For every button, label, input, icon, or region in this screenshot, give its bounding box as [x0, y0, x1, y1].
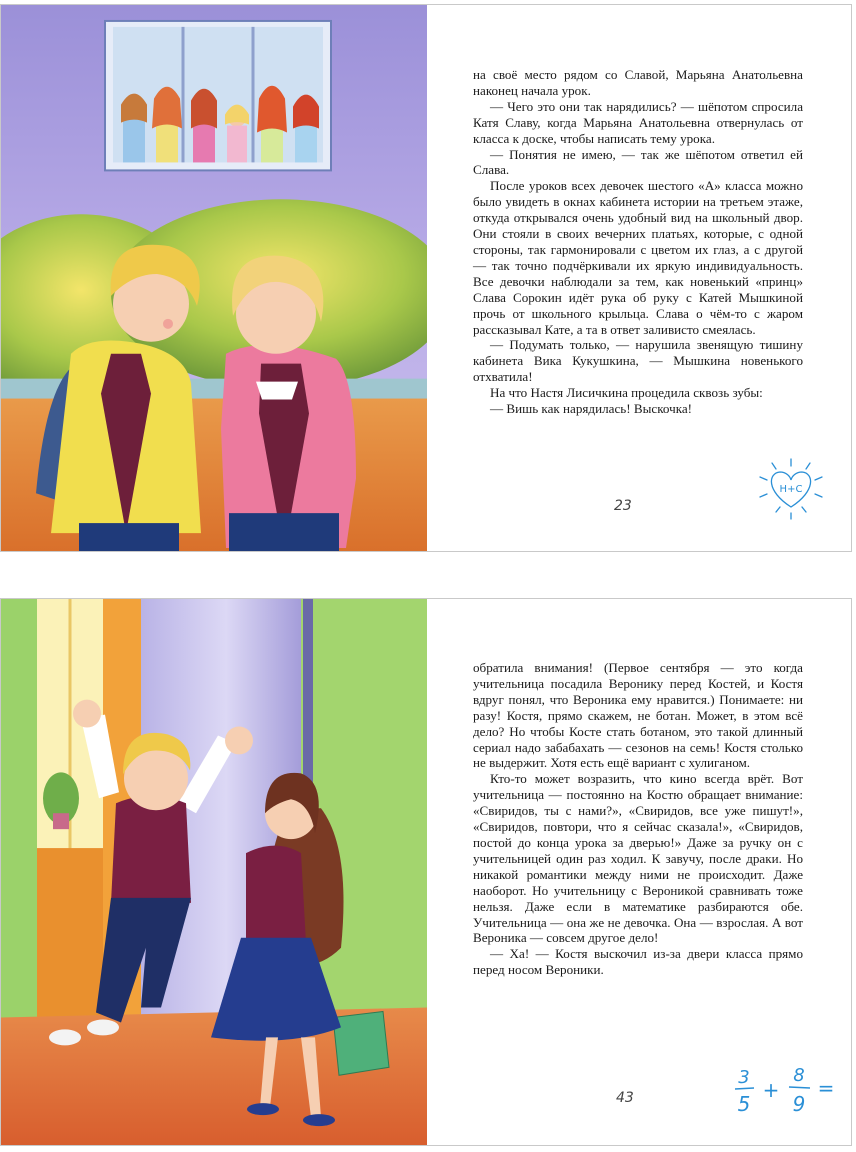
paragraph: — Вишь как нарядилась! Выскочка! [490, 401, 693, 417]
story-text [473, 660, 803, 978]
paragraph: После уроков всех девочек шестого «А» класса можно было увидеть в окнах кабинета истории на третьем этаже, откуда открывался очень удобный вид на школьный двор. Они стояли в своих вечерних платьях, которые, с одной стороны, так гармонировали с цветом их глаз, а с другой — так точно подчёркивали их яркую индивидуальность. Все девочки наблюдали за тем, как новенький «принц» Слава Сорокин идёт рука об руку с Катей Мышкиной прочь от школьного крыльца. Слава о чём-то с жаром рассказывал Кате, а та в ответ заливисто смеялась. [473, 178, 803, 337]
paragraph: обратила внимания! (Первое сентября — это когда учительница посадила Веронику перед Костей, и Костя вдруг понял, что Вероника ему нравится.) Понимаете: ни разу! Костя, прямо скажем, не ботан. Может, в этом всё дело? Но чтобы Косте стать ботаном, это такой длинный сериал надо забабахать — сезонов на семь! Костя столько не выдержит. Хотя есть ещё вариант с хулиганом. [473, 660, 803, 771]
paragraph: — Подумать только, — нарушила звенящую тишину кабинета Вика Кукушкина, — Мышкина новенького отхватила! [473, 337, 803, 385]
fraction-equals: = [817, 1076, 835, 1100]
spread-page-23 [0, 4, 852, 552]
spread-page-43 [0, 598, 852, 1146]
fraction-doodle [732, 1063, 842, 1119]
text-page-43 [427, 599, 851, 1145]
paragraph: — Чего это они так нарядились? — шёпотом спросила Катя Славу, когда Марьяна Анатольевна отвернулась от класса к доске, чтобы написать тему урока. [473, 98, 803, 146]
heart-initials: Н+С [779, 484, 803, 495]
fraction-a-numerator: 3 [738, 1067, 750, 1088]
fraction-b-denominator: 9 [792, 1092, 806, 1116]
fraction-b-numerator: 8 [793, 1065, 805, 1086]
illustration-svg [1, 599, 427, 1145]
fraction-a-denominator: 5 [737, 1092, 751, 1116]
heart-icon [756, 457, 826, 521]
fraction-operator: + [762, 1078, 780, 1102]
page-number: 23 [614, 498, 632, 514]
page-number: 43 [616, 1090, 634, 1106]
story-text [473, 67, 803, 417]
paragraph: — Ха! — Костя выскочил из-за двери класса прямо перед носом Вероники. [473, 946, 803, 978]
paragraph: Кто-то может возразить, что кино всегда врёт. Вот учительница — постоянно на Костю обращает внимание: «Свиридов, ты с нами?», «Свиридов, все уже пишут!», «Свиридов, повтори, что я сейчас сказала!», «Свиридов, постой до конца урока за дверью!» Даже за ручку он с учительницей один раз ходил. К завучу, после драки. Но никакой романтики между ними не происходит. Даже наоборот. Но учительницу с Вероникой сравнивать тоже нельзя. Даже если в математике разбираются обе. Учительница — она же не девочка. Она — взрослая. А вот Вероника — совсем другое дело! [473, 771, 803, 946]
illustration-svg [1, 5, 427, 551]
illustration-kostya-veronika [1, 599, 427, 1145]
paragraph: — Понятия не имею, — так же шёпотом ответил ей Слава. [473, 146, 803, 178]
paragraph: на своё место рядом со Славой, Марьяна Анатольевна наконец начала урок. [473, 67, 803, 98]
paragraph: На что Настя Лисичкина процедила сквозь зубы: [490, 385, 763, 401]
text-page-23 [427, 5, 851, 551]
illustration-slava-katya [1, 5, 427, 551]
